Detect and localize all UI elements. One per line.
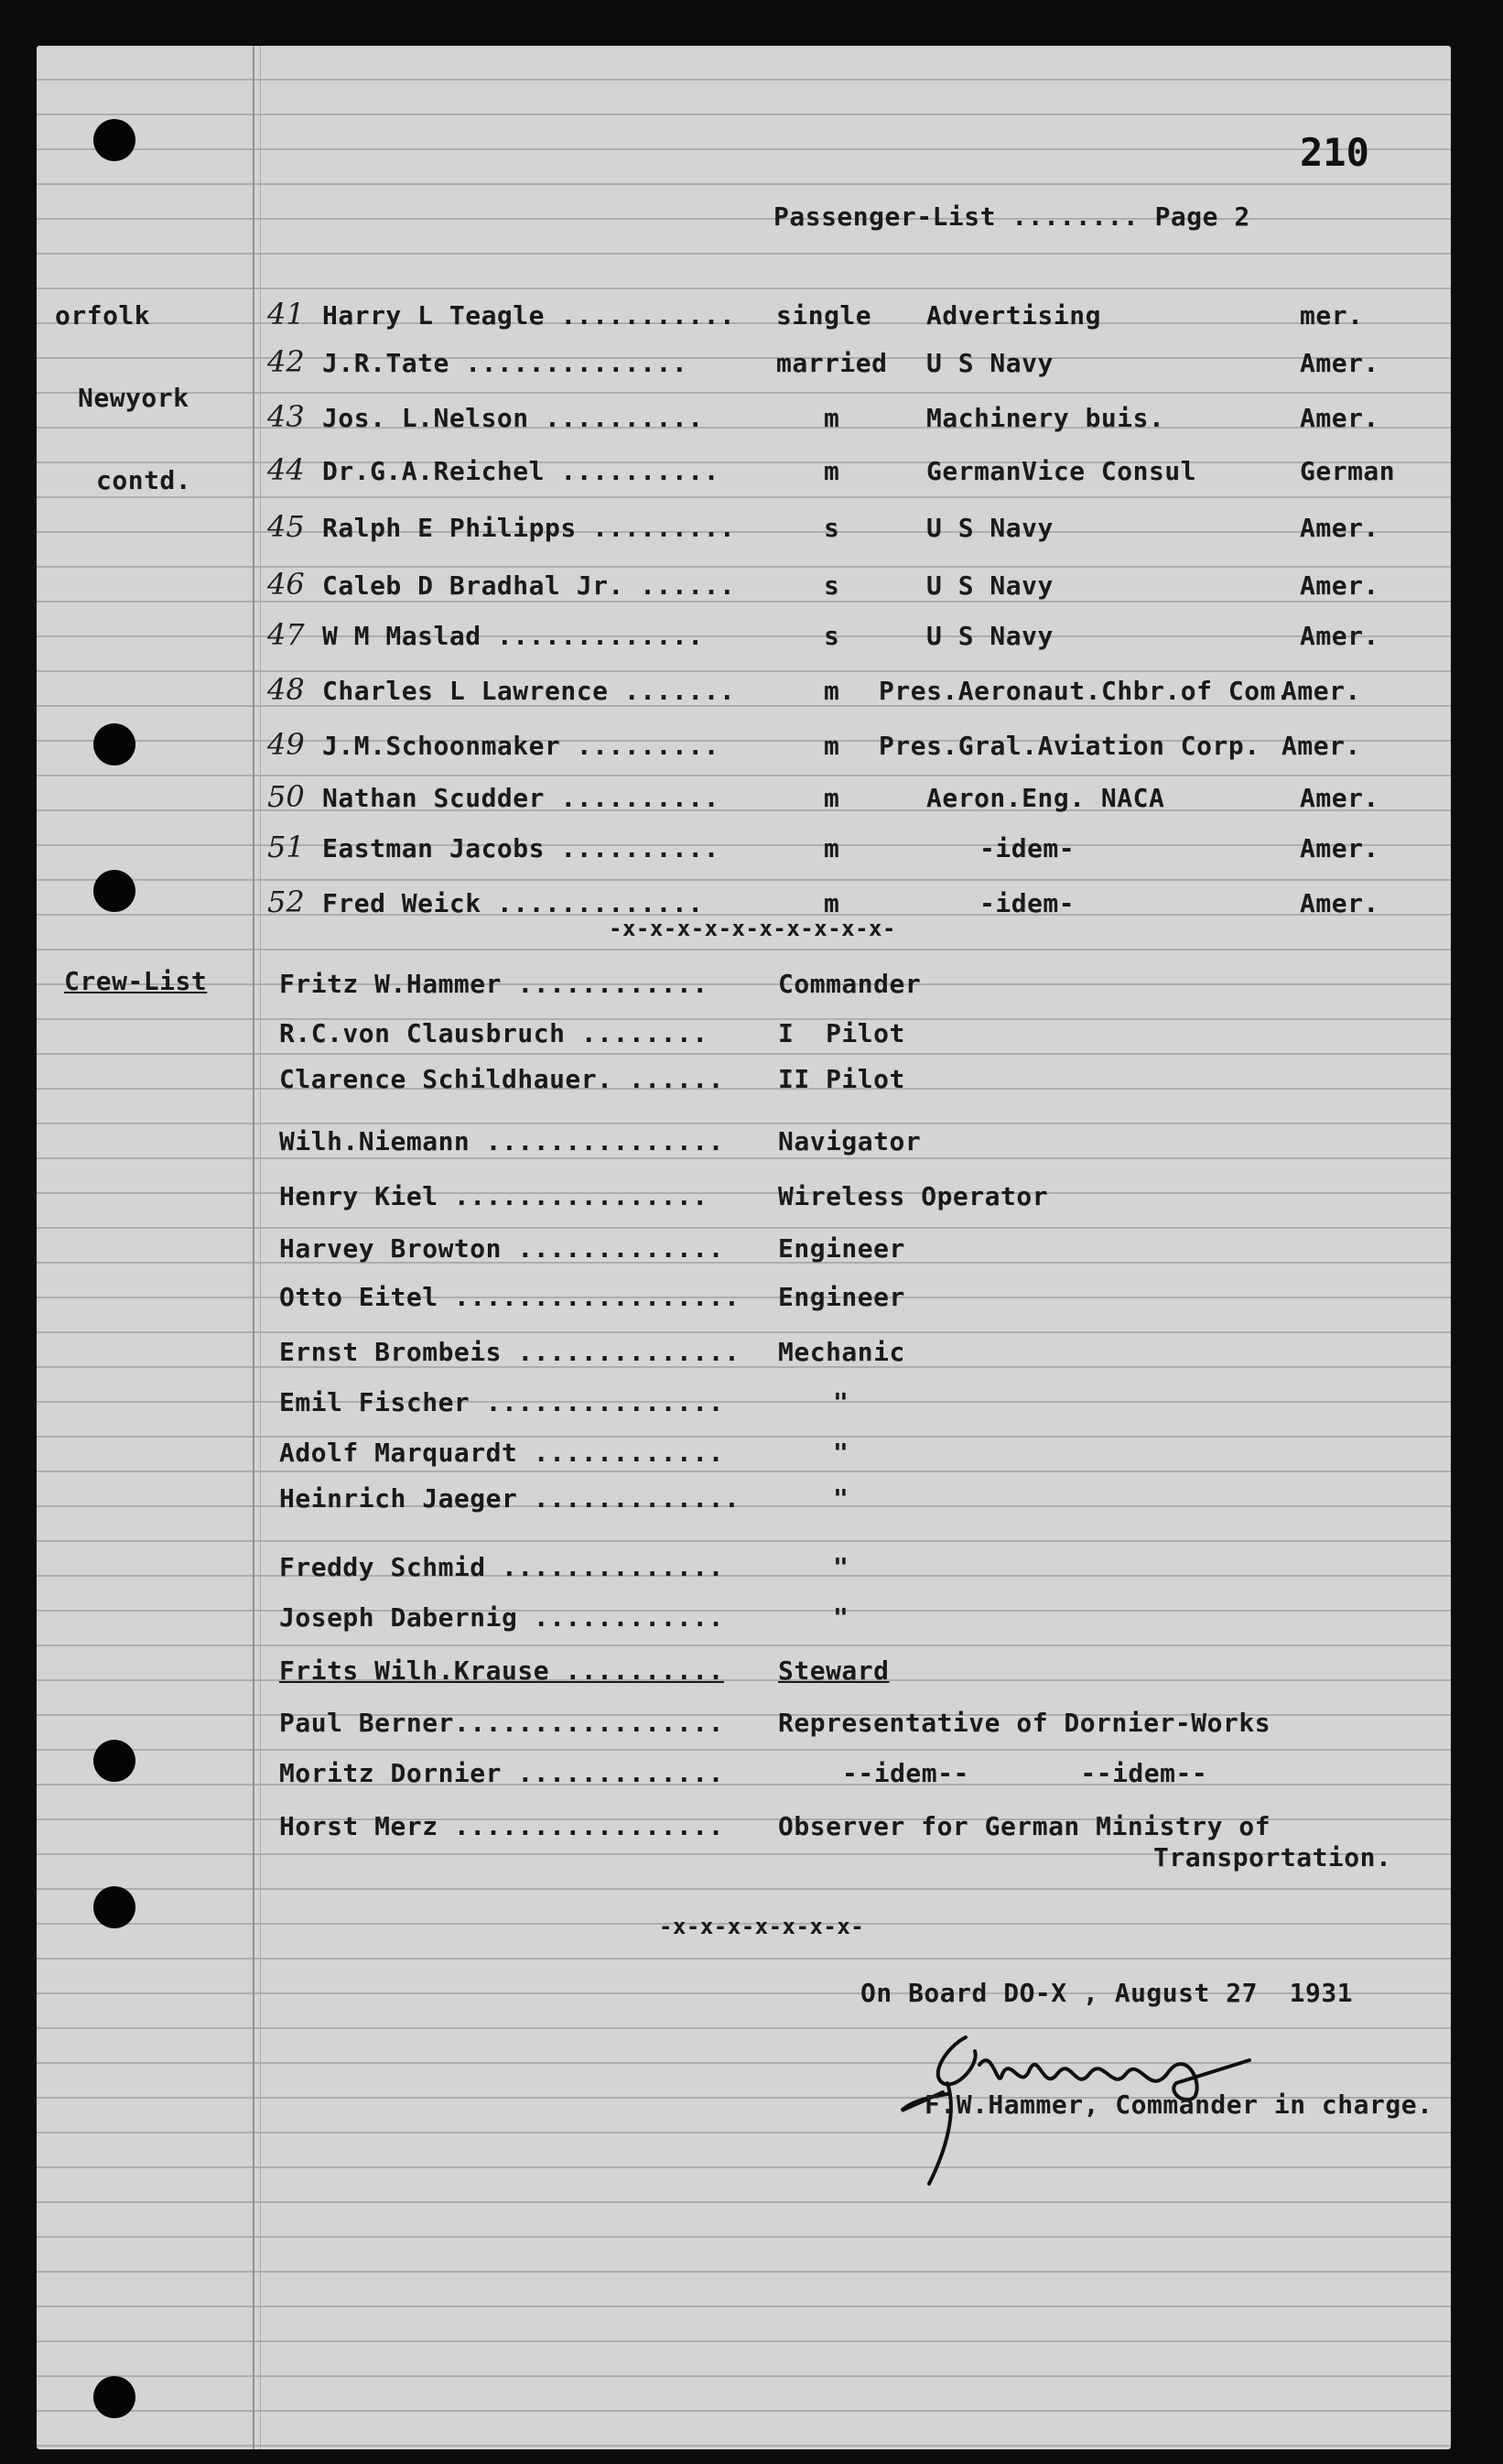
crew-name: Wilh.Niemann ............... (279, 1126, 725, 1156)
crew-role: Representative of Dornier-Works (778, 1708, 1271, 1738)
signature-line: F.W.Hammer, Commander in charge. (925, 2090, 1433, 2120)
crew-name: Clarence Schildhauer. ...... (279, 1064, 725, 1094)
passenger-status: s (824, 621, 840, 651)
passenger-name: J.M.Schoonmaker ......... (322, 731, 719, 761)
crew-name: Paul Berner................. (279, 1708, 725, 1738)
passenger-number: 41 (267, 297, 305, 331)
passenger-number: 52 (267, 885, 305, 919)
margin-rule-secondary (260, 46, 261, 2449)
passenger-status: m (824, 676, 840, 706)
separator: -x-x-x-x-x-x-x- (659, 1914, 865, 1939)
crew-name: Joseph Dabernig ............ (279, 1602, 725, 1633)
margin-rule (253, 46, 254, 2449)
crew-name: Frits Wilh.Krause .......... (279, 1655, 725, 1686)
crew-role-continuation: Transportation. (1153, 1842, 1392, 1872)
passenger-occupation: U S Navy (926, 621, 1054, 651)
passenger-number: 43 (267, 399, 305, 434)
punch-hole (93, 1740, 135, 1782)
passenger-occupation: Pres.Gral.Aviation Corp. (879, 731, 1260, 761)
passenger-name: Charles L Lawrence ....... (322, 676, 736, 706)
passenger-name: Dr.G.A.Reichel .......... (322, 456, 719, 486)
crew-role: II Pilot (778, 1064, 905, 1094)
passenger-nationality: Amer. (1300, 621, 1379, 651)
passenger-nationality: Amer. (1300, 888, 1379, 918)
passenger-status: married (776, 348, 888, 378)
passenger-number: 50 (267, 779, 305, 814)
crew-role: Commander (778, 969, 922, 999)
punch-hole (93, 2376, 135, 2418)
passenger-occupation: GermanVice Consul (926, 456, 1197, 486)
passenger-nationality: Amer. (1300, 833, 1379, 863)
punch-hole (93, 723, 135, 765)
crew-list-label: Crew-List (64, 966, 208, 996)
passenger-status: m (824, 456, 840, 486)
passenger-number: 42 (267, 344, 305, 379)
crew-role: " (833, 1438, 849, 1468)
crew-role: " (833, 1552, 849, 1582)
closing-line: On Board DO-X , August 27 1931 (860, 1978, 1354, 2008)
passenger-number: 44 (267, 452, 305, 487)
passenger-status: m (824, 783, 840, 813)
crew-name: Freddy Schmid .............. (279, 1552, 725, 1582)
passenger-name: Harry L Teagle ........... (322, 300, 736, 331)
page-number: 210 (1300, 130, 1369, 175)
crew-role: " (833, 1602, 849, 1633)
passenger-status: single (776, 300, 872, 331)
passenger-occupation: Pres.Aeronaut.Chbr.of Com. (879, 676, 1292, 706)
passenger-name: J.R.Tate .............. (322, 348, 688, 378)
margin-note: orfolk Newyork contd. (55, 300, 192, 495)
crew-role: I Pilot (778, 1018, 905, 1048)
passenger-name: Caleb D Bradhal Jr. ...... (322, 570, 736, 601)
passenger-occupation: U S Navy (926, 570, 1054, 601)
passenger-name: Jos. L.Nelson .......... (322, 403, 704, 433)
passenger-number: 48 (267, 672, 305, 707)
passenger-nationality: Amer. (1281, 676, 1361, 706)
passenger-occupation: U S Navy (926, 513, 1054, 543)
passenger-status: s (824, 570, 840, 601)
passenger-occupation: Machinery buis. (926, 403, 1165, 433)
crew-name: Heinrich Jaeger ............. (279, 1483, 741, 1514)
passenger-occupation: Aeron.Eng. NACA (926, 783, 1165, 813)
passenger-nationality: Amer. (1300, 570, 1379, 601)
crew-name: Horst Merz ................. (279, 1811, 725, 1841)
crew-name: Henry Kiel ................ (279, 1181, 708, 1211)
crew-role: Engineer (778, 1282, 905, 1312)
punch-hole (93, 119, 135, 161)
crew-name: Ernst Brombeis .............. (279, 1337, 741, 1367)
passenger-nationality: Amer. (1300, 348, 1379, 378)
separator: -x-x-x-x-x-x-x-x-x-x- (609, 916, 896, 941)
passenger-name: W M Maslad ............. (322, 621, 704, 651)
crew-role: Mechanic (778, 1337, 905, 1367)
crew-role: Navigator (778, 1126, 922, 1156)
passenger-nationality: Amer. (1281, 731, 1361, 761)
passenger-occupation: U S Navy (926, 348, 1054, 378)
passenger-number: 45 (267, 509, 305, 544)
passenger-name: Fred Weick ............. (322, 888, 704, 918)
passenger-name: Eastman Jacobs .......... (322, 833, 719, 863)
passenger-name: Nathan Scudder .......... (322, 783, 719, 813)
passenger-nationality: Amer. (1300, 513, 1379, 543)
passenger-number: 47 (267, 617, 305, 652)
page-header: Passenger-List ........ Page 2 (773, 201, 1250, 232)
crew-role: Steward (778, 1655, 890, 1686)
passenger-status: s (824, 513, 840, 543)
passenger-nationality: Amer. (1300, 403, 1379, 433)
crew-name: Harvey Browton ............. (279, 1233, 725, 1264)
passenger-status: m (824, 833, 840, 863)
passenger-number: 51 (267, 830, 305, 864)
crew-name: Emil Fischer ............... (279, 1387, 725, 1417)
passenger-occupation: -idem- (979, 833, 1076, 863)
passenger-occupation: -idem- (979, 888, 1076, 918)
passenger-nationality: Amer. (1300, 783, 1379, 813)
punch-hole (93, 1886, 135, 1928)
passenger-status: m (824, 403, 840, 433)
crew-name: Adolf Marquardt ............ (279, 1438, 725, 1468)
crew-name: R.C.von Clausbruch ........ (279, 1018, 708, 1048)
crew-role: --idem-- --idem-- (842, 1758, 1208, 1788)
passenger-status: m (824, 888, 840, 918)
passenger-status: m (824, 731, 840, 761)
passenger-number: 49 (267, 727, 305, 762)
passenger-name: Ralph E Philipps ......... (322, 513, 736, 543)
crew-role: Wireless Operator (778, 1181, 1049, 1211)
crew-name: Otto Eitel .................. (279, 1282, 741, 1312)
passenger-occupation: Advertising (926, 300, 1101, 331)
punch-hole (93, 870, 135, 912)
crew-role: " (833, 1387, 849, 1417)
passenger-nationality: German (1300, 456, 1396, 486)
crew-name: Fritz W.Hammer ............ (279, 969, 708, 999)
crew-role: Observer for German Ministry of (778, 1811, 1271, 1841)
crew-role: " (833, 1483, 849, 1514)
document-page (37, 46, 1451, 2449)
crew-role: Engineer (778, 1233, 905, 1264)
passenger-number: 46 (267, 567, 305, 602)
passenger-nationality: mer. (1300, 300, 1364, 331)
crew-name: Moritz Dornier ............. (279, 1758, 725, 1788)
